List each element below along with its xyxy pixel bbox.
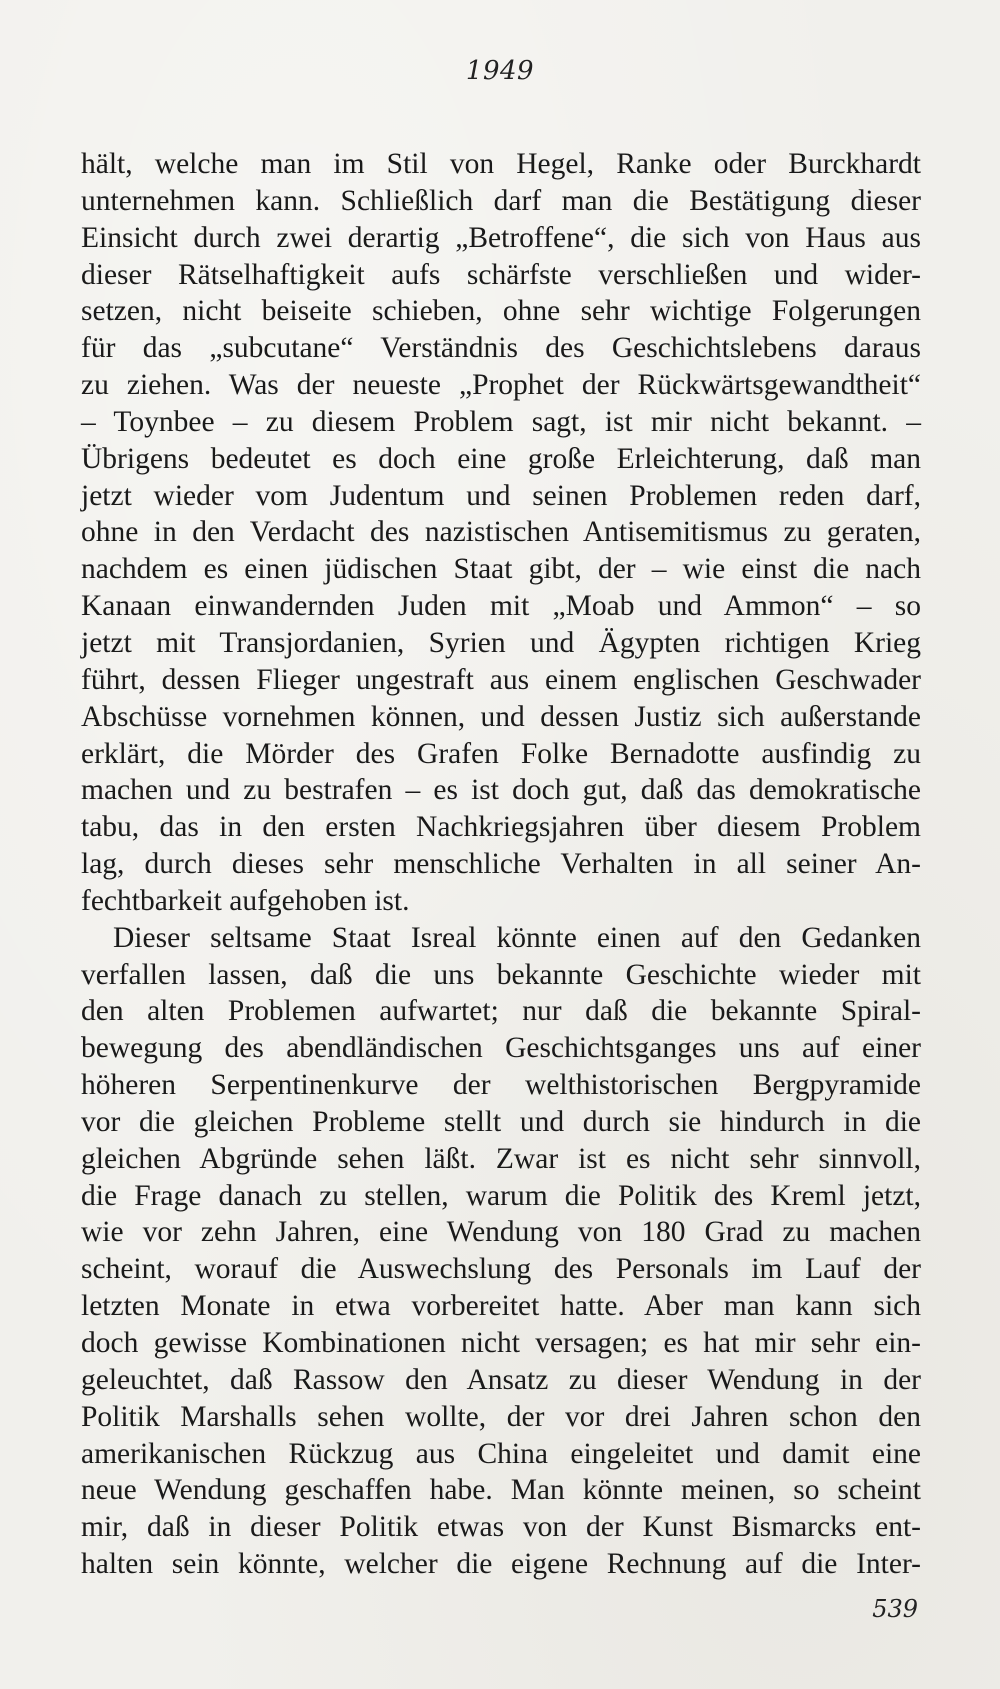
- text-line: – Toynbee – zu diesem Problem sagt, ist mir nicht bekannt. –: [81, 405, 921, 438]
- text-line: jetzt wieder vom Judentum und seinen Problemen reden darf,: [81, 479, 921, 512]
- text-line: scheint, worauf die Auswechslung des Personals im Lauf der: [81, 1253, 921, 1286]
- text-line: letzten Monate in etwa vorbereitet hatte. Aber man kann sich: [81, 1290, 921, 1323]
- text-line: tabu, das in den ersten Nachkriegsjahren über diesem Problem: [81, 811, 921, 844]
- text-line: Einsicht durch zwei derartig „Betroffene“, die sich von Haus aus: [81, 221, 921, 254]
- text-line: unternehmen kann. Schließlich darf man die Bestätigung dieser: [81, 184, 921, 217]
- paragraph: [81, 920, 921, 1583]
- text-line: machen und zu bestrafen – es ist doch gut, daß das demokratische: [81, 774, 921, 807]
- text-line: die Frage danach zu stellen, warum die Politik des Kreml jetzt,: [81, 1179, 921, 1212]
- text-line: dieser Rätselhaftigkeit aufs schärfste verschließen und wider-: [81, 258, 921, 291]
- paragraph: [81, 146, 921, 920]
- text-line: halten sein könnte, welcher die eigene Rechnung auf die Inter-: [81, 1548, 921, 1581]
- text-line: führt, dessen Flieger ungestraft aus einem englischen Geschwader: [81, 663, 921, 696]
- text-line: neue Wendung geschaffen habe. Man könnte meinen, so scheint: [81, 1474, 921, 1507]
- running-head-year: 1949: [465, 56, 535, 86]
- text-line: geleuchtet, daß Rassow den Ansatz zu dieser Wendung in der: [81, 1363, 921, 1396]
- text-line: höheren Serpentinenkurve der welthistorischen Bergpyramide: [81, 1069, 921, 1102]
- text-line: für das „subcutane“ Verständnis des Geschichtslebens daraus: [81, 332, 921, 365]
- text-line: hält, welche man im Stil von Hegel, Ranke oder Burckhardt: [81, 148, 921, 180]
- text-line: Übrigens bedeutet es doch eine große Erleichterung, daß man: [81, 442, 921, 475]
- text-line: den alten Problemen aufwartet; nur daß die bekannte Spiral-: [81, 995, 921, 1028]
- text-line: Dieser seltsame Staat Isreal könnte einen auf den Gedanken: [113, 921, 921, 954]
- text-line: Politik Marshalls sehen wollte, der vor drei Jahren schon den: [81, 1400, 921, 1433]
- text-line: nachdem es einen jüdischen Staat gibt, der – wie einst die nach: [81, 553, 921, 586]
- text-line: zu ziehen. Was der neueste „Prophet der Rückwärtsgewandtheit“: [81, 369, 921, 402]
- text-line: gleichen Abgründe sehen läßt. Zwar ist es nicht sehr sinnvoll,: [81, 1142, 921, 1175]
- text-line: fechtbarkeit aufgehoben ist.: [81, 884, 410, 917]
- text-line: setzen, nicht beiseite schieben, ohne sehr wichtige Folgerungen: [81, 295, 921, 328]
- text-line: doch gewisse Kombinationen nicht versagen; es hat mir sehr ein-: [81, 1327, 921, 1359]
- text-line: ohne in den Verdacht des nazistischen Antisemitismus zu geraten,: [81, 516, 921, 549]
- text-line: bewegung des abendländischen Geschichtsganges uns auf einer: [81, 1032, 921, 1065]
- text-line: mir, daß in dieser Politik etwas von der Kunst Bismarcks ent-: [81, 1511, 921, 1544]
- text-line: Kanaan einwandernden Juden mit „Moab und Ammon“ – so: [81, 590, 921, 623]
- text-line: erklärt, die Mörder des Grafen Folke Bernadotte ausfindig zu: [81, 737, 921, 770]
- text-line: Abschüsse vornehmen können, und dessen Justiz sich außerstande: [81, 700, 921, 733]
- text-line: lag, durch dieses sehr menschliche Verhalten in all seiner An-: [81, 848, 921, 881]
- text-line: verfallen lassen, daß die uns bekannte Geschichte wieder mit: [81, 958, 921, 991]
- page-number: 539: [872, 1595, 918, 1623]
- text-line: jetzt mit Transjordanien, Syrien und Ägypten richtigen Krieg: [81, 626, 921, 659]
- body-text: [81, 146, 921, 1583]
- text-line: amerikanischen Rückzug aus China eingeleitet und damit eine: [81, 1437, 921, 1470]
- text-line: wie vor zehn Jahren, eine Wendung von 180 Grad zu machen: [81, 1216, 921, 1249]
- text-line: vor die gleichen Probleme stellt und durch sie hindurch in die: [81, 1105, 921, 1138]
